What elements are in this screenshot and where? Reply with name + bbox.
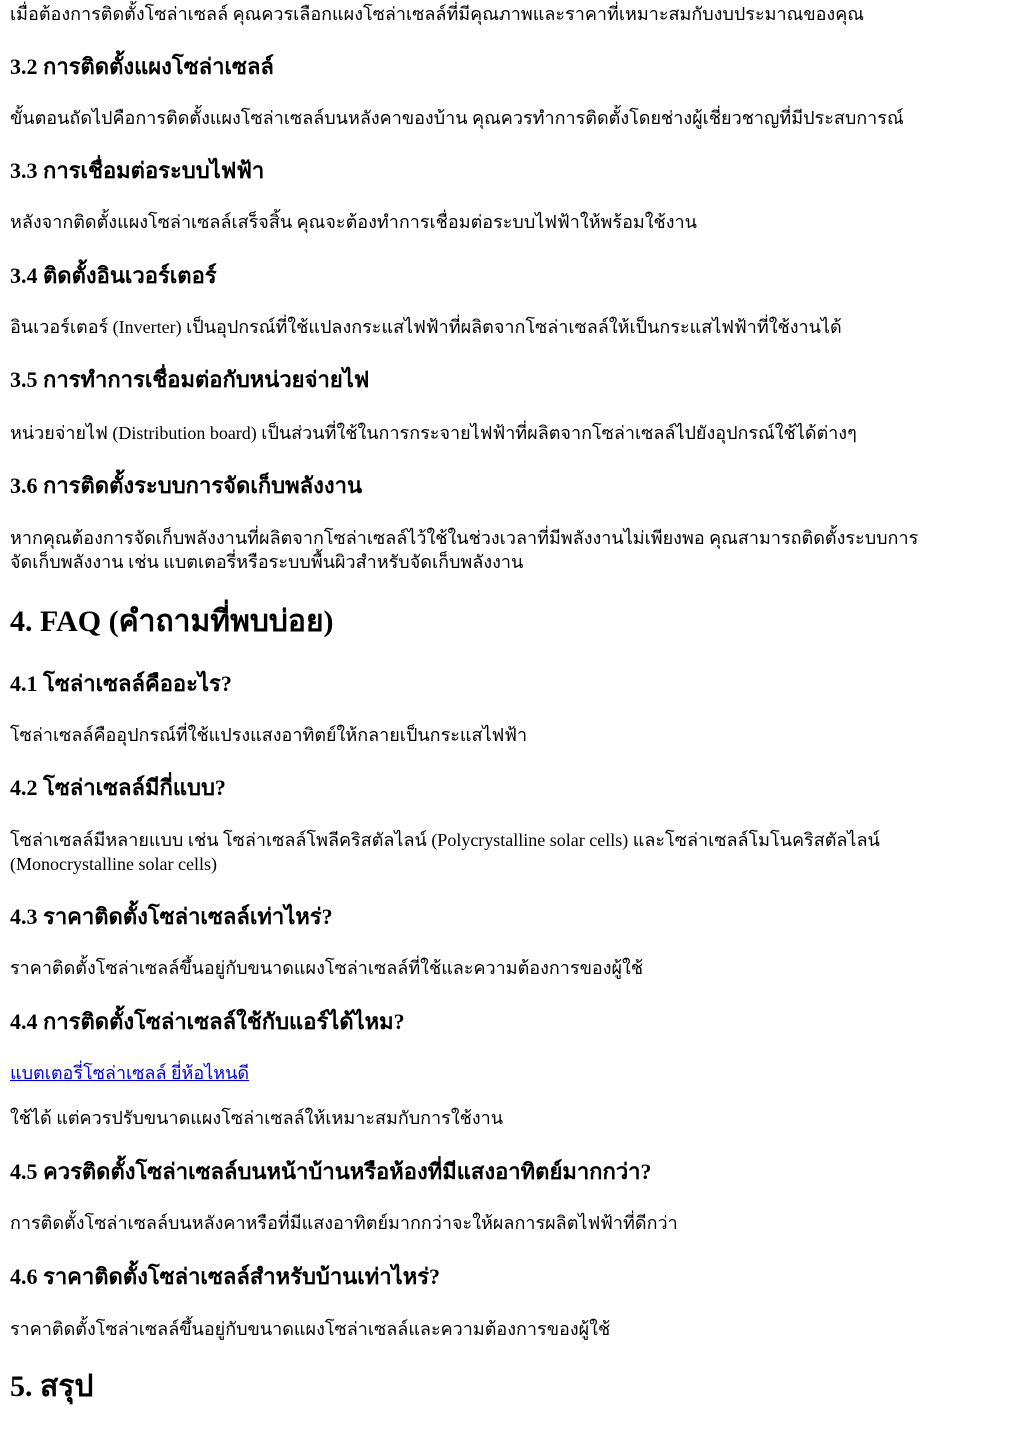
heading-3-2: 3.2 การติดตั้งแผงโซล่าเซลล์ — [10, 54, 274, 79]
paragraph-4-1: โซล่าเซลล์คืออุปกรณ์ที่ใช้แปรงแสงอาทิตย์ให้กลายเป็นกระแสไฟฟ้า — [10, 725, 528, 745]
paragraph-3-6-line-1: หากคุณต้องการจัดเก็บพลังงานที่ผลิตจากโซล่าเซลล์ไว้ใช้ในช่วงเวลาที่มีพลังงานไม่เพียงพอ คุณสามารถติดตั้งระบบการ — [10, 528, 919, 548]
paragraph-4-3: ราคาติดตั้งโซล่าเซลล์ขึ้นอยู่กับขนาดแผงโซล่าเซลล์ที่ใช้และความต้องการของผู้ใช้ — [10, 958, 644, 978]
heading-4-faq: 4. FAQ (คำถามที่พบบ่อย) — [10, 605, 334, 638]
paragraph-4-5: การติดตั้งโซล่าเซลล์บนหลังคาหรือที่มีแสงอาทิตย์มากกว่าจะให้ผลการผลิตไฟฟ้าที่ดีกว่า — [10, 1213, 678, 1233]
intro-paragraph: เมื่อต้องการติดตั้งโซล่าเซลล์ คุณควรเลือกแผงโซล่าเซลล์ที่มีคุณภาพและราคาที่เหมาะสมกับงบประมาณของคุณ — [10, 4, 864, 24]
heading-4-4: 4.4 การติดตั้งโซล่าเซลล์ใช้กับแอร์ได้ไหม? — [10, 1009, 405, 1034]
paragraph-3-6-line-2: จัดเก็บพลังงาน เช่น แบตเตอรี่หรือระบบพื้นผิวสำหรับจัดเก็บพลังงาน — [10, 552, 524, 572]
paragraph-3-6 — [10, 526, 1010, 574]
paragraph-4-2-line-2: (Monocrystalline solar cells) — [10, 854, 217, 874]
paragraph-4-2-line-1: โซล่าเซลล์มีหลายแบบ เช่น โซล่าเซลล์โพลีคริสตัลไลน์ (Polycrystalline solar cells) และโซล่าเซลล์โมโนคริสตัลไลน์ — [10, 830, 880, 850]
heading-4-2: 4.2 โซล่าเซลล์มีกี่แบบ? — [10, 775, 226, 800]
heading-4-1: 4.1 โซล่าเซลล์คืออะไร? — [10, 671, 232, 696]
paragraph-3-3: หลังจากติดตั้งแผงโซล่าเซลล์เสร็จสิ้น คุณจะต้องทำการเชื่อมต่อระบบไฟฟ้าให้พร้อมใช้งาน — [10, 212, 697, 232]
heading-3-3: 3.3 การเชื่อมต่อระบบไฟฟ้า — [10, 158, 265, 183]
paragraph-3-2: ขั้นตอนถัดไปคือการติดตั้งแผงโซล่าเซลล์บนหลังคาของบ้าน คุณควรทำการติดตั้งโดยช่างผู้เชี่ยวชาญที่มีประสบการณ์ — [10, 108, 904, 128]
heading-3-5: 3.5 การทำการเชื่อมต่อกับหน่วยจ่ายไฟ — [10, 367, 370, 392]
link-paragraph-4-4 — [10, 1061, 1010, 1085]
paragraph-3-4: อินเวอร์เตอร์ (Inverter) เป็นอุปกรณ์ที่ใช้แปลงกระแสไฟฟ้าที่ผลิตจากโซล่าเซลล์ให้เป็นกระแสไฟฟ้าที่ใช้งานได้ — [10, 317, 842, 337]
paragraph-3-5: หน่วยจ่ายไฟ (Distribution board) เป็นส่วนที่ใช้ในการกระจายไฟฟ้าที่ผลิตจากโซล่าเซลล์ไปยังอุปกรณ์ใช้ได้ต่างๆ — [10, 423, 857, 443]
paragraph-4-2 — [10, 828, 1010, 876]
heading-3-6: 3.6 การติดตั้งระบบการจัดเก็บพลังงาน — [10, 473, 362, 498]
heading-5-summary: 5. สรุป — [10, 1370, 94, 1403]
heading-4-6: 4.6 ราคาติดตั้งโซล่าเซลล์สำหรับบ้านเท่าไหร่? — [10, 1264, 441, 1289]
heading-4-5: 4.5 ควรติดตั้งโซล่าเซลล์บนหน้าบ้านหรือห้องที่มีแสงอาทิตย์มากกว่า? — [10, 1159, 652, 1184]
heading-3-4: 3.4 ติดตั้งอินเวอร์เตอร์ — [10, 263, 217, 288]
battery-brand-link[interactable]: แบตเตอรี่โซล่าเซลล์ ยี่ห้อไหนดี — [10, 1063, 250, 1083]
paragraph-4-4: ใช้ได้ แต่ควรปรับขนาดแผงโซล่าเซลล์ให้เหมาะสมกับการใช้งาน — [10, 1108, 504, 1128]
paragraph-4-6: ราคาติดตั้งโซล่าเซลล์ขึ้นอยู่กับขนาดแผงโซล่าเซลล์และความต้องการของผู้ใช้ — [10, 1319, 611, 1339]
heading-4-3: 4.3 ราคาติดตั้งโซล่าเซลล์เท่าไหร่? — [10, 904, 333, 929]
